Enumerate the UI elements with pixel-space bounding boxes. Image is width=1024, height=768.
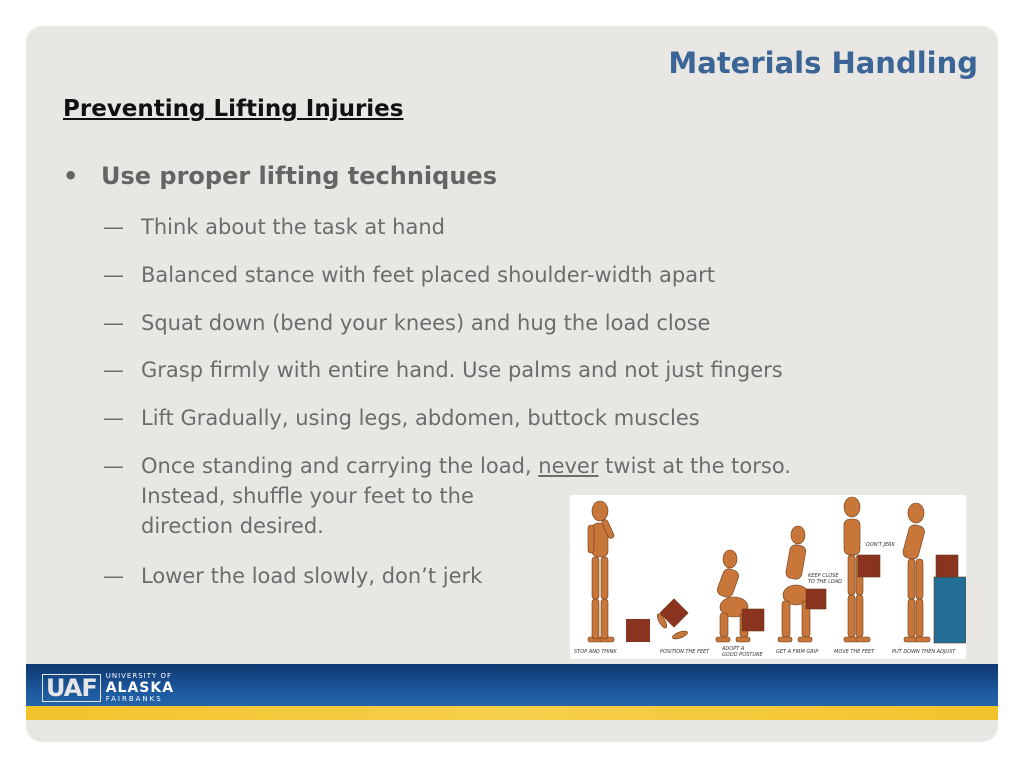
logo-line-alaska: ALASKA	[105, 680, 175, 696]
main-bullet	[63, 162, 497, 190]
list-item-text: Think about the task at hand	[141, 215, 445, 239]
box-1	[626, 619, 650, 642]
figure-position-the-feet	[655, 599, 688, 641]
list-item	[103, 212, 445, 242]
list-item-text: Lift Gradually, using legs, abdomen, buttock muscles	[141, 406, 700, 430]
list-item	[103, 561, 482, 591]
list-item-text: Lower the load slowly, don’t jerk	[141, 564, 483, 588]
deck-title: Materials Handling	[668, 46, 978, 80]
callout-to-the-load: TO THE LOAD	[808, 579, 842, 585]
list-item-text: Grasp firmly with entire hand. Use palms and not just fingers	[141, 358, 783, 382]
lifting-figures-svg	[570, 495, 966, 659]
lifting-steps-illustration	[570, 495, 966, 659]
pedestal	[934, 577, 966, 643]
slide	[26, 26, 998, 742]
callout-dont-jerk: DON'T JERK	[866, 542, 895, 548]
item-text-part: Once standing and carrying the load,	[141, 454, 539, 478]
footer-gold-stripe	[26, 706, 998, 720]
uaf-logo-text	[106, 672, 174, 704]
figure-good-posture	[716, 550, 764, 642]
logo-line-university: UNIVERSITY OF	[105, 672, 173, 680]
list-item-text: Squat down (bend your knees) and hug the load close	[141, 311, 711, 335]
dash-marker: —	[103, 311, 124, 335]
caption-stop-and-think: STOP AND THINK	[574, 649, 617, 655]
item-text-line: Instead, shuffle your feet to the	[141, 484, 474, 508]
figure-stop-and-think	[588, 501, 615, 642]
dash-marker: —	[103, 406, 124, 430]
caption-put-down: PUT DOWN THEN ADJUST	[892, 649, 956, 655]
bullet-marker: •	[63, 162, 79, 190]
list-item	[103, 355, 783, 385]
dash-marker: —	[103, 454, 124, 478]
caption-move-the-feet: MOVE THE FEET	[834, 649, 875, 655]
dash-marker: —	[103, 564, 124, 588]
logo-line-fairbanks: FAIRBANKS	[105, 695, 163, 703]
figure-move-the-feet	[844, 497, 880, 642]
item-text-line: direction desired.	[141, 514, 324, 538]
dash-marker: —	[103, 358, 124, 382]
figure-put-down	[902, 503, 966, 643]
uaf-logo	[42, 674, 174, 702]
emphasis-never: never	[538, 454, 599, 478]
list-item-text: Balanced stance with feet placed shoulder-width apart	[141, 263, 715, 287]
list-item	[103, 308, 710, 338]
list-item	[103, 403, 700, 433]
dash-marker: —	[103, 215, 124, 239]
caption-firm-grip: GET A FIRM GRIP	[776, 649, 819, 655]
callout-keep-close: KEEP CLOSE	[808, 573, 839, 579]
caption-adopt-a: ADOPT A	[722, 646, 745, 652]
caption-position-the-feet: POSITION THE FEET	[660, 649, 710, 655]
caption-good-posture: GOOD POSTURE	[722, 652, 763, 658]
dash-marker: —	[103, 263, 124, 287]
slide-subtitle: Preventing Lifting Injuries	[63, 96, 404, 122]
uaf-logo-mark: UAF	[42, 674, 101, 702]
list-item	[103, 260, 715, 290]
item-text-part: twist at the torso.	[598, 454, 791, 478]
main-bullet-text: Use proper lifting techniques	[101, 162, 497, 190]
